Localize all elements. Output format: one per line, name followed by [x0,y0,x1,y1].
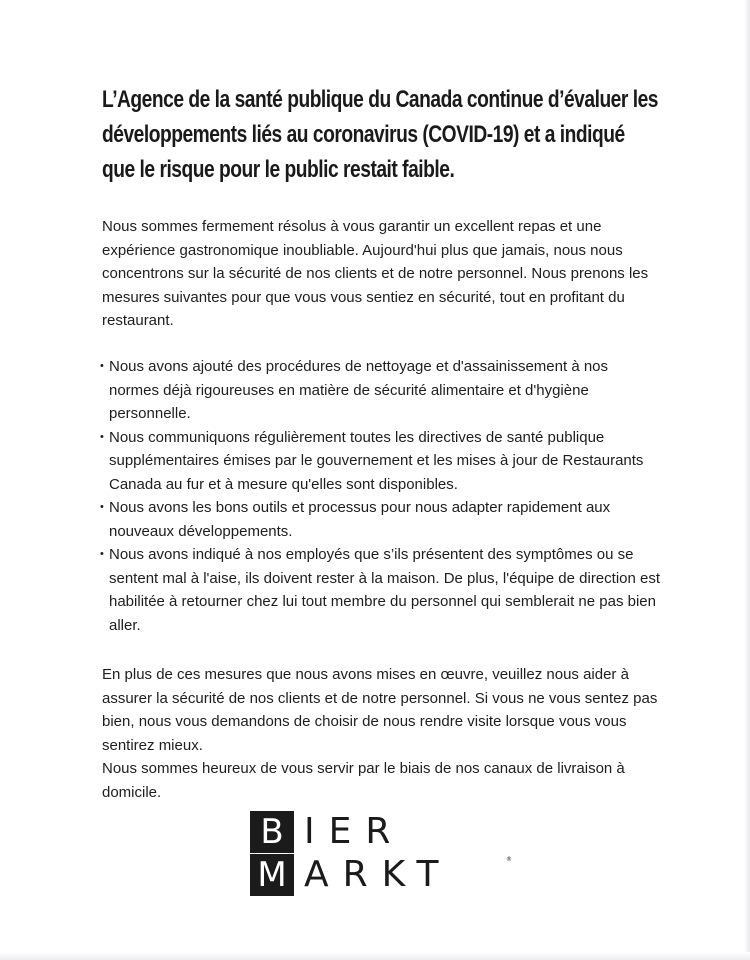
page-edge-right [744,0,750,960]
closing-block [102,663,662,804]
logo-row-2 [250,854,452,896]
list-item [102,543,662,637]
list-item [102,355,662,426]
closing-paragraph: En plus de ces mesures que nous avons mises en œuvre, veuillez nous aider à assurer la sécurité de nos clients et de notre personnel. Si vous ne vous sentez pas bien, nous vous demandons de choisir de nous rendre visite lorsque vous vous sentirez mieux. [102,666,658,754]
logo-initial-box: M [250,854,294,896]
list-item [102,496,662,543]
logo-word-2: ARKT [304,854,453,895]
delivery-line: Nous sommes heureux de vous servir par le biais de nos canaux de livraison à domicile. [102,760,625,801]
list-item-text: • Nous avons les bons outils et processus pour nous adapter rapidement aux nouveaux développements. [109,499,611,540]
logo-row-1 [250,811,404,853]
headline: L’Agence de la santé publique du Canada continue d’évaluer les développements liés au coronavirus (COVID-19) et a indiqué que le risque pour le public restait faible. [102,86,658,183]
measures-list [102,355,662,637]
list-item-text: • Nous avons indiqué à nos employés que s’ils présentent des symptômes ou se sentent mal à l'aise, ils doivent rester à la maison. De plus, l'équipe de direction est habilitée à retourner chez lui tout membre du personnel qui semblerait ne pas bien aller. [109,546,661,634]
page-edge-bottom [0,952,750,960]
logo-word-1: IER [304,811,405,852]
list-item-text: • Nous communiquons régulièrement toutes les directives de santé publique supplémentaires émises par le gouvernement et les mises à jour de Restaurants Canada au fur et à mesure qu'elles sont disponibles. [109,428,644,493]
biermarkt-logo [250,808,520,898]
list-item [102,426,662,497]
list-item-text: • Nous avons ajouté des procédures de nettoyage et d'assainissement à nos normes déjà rigoureuses en matière de sécurité alimentaire et d'hygiène personnelle. [109,358,609,422]
logo-initial-box: B [250,811,294,853]
intro-paragraph: Nous sommes fermement résolus à vous garantir un excellent repas et une expérience gastronomique inoubliable. Aujourd'hui plus que jamais, nous nous concentrons sur la sécurité de nos clients et de notre personnel. Nous prenons les mesures suivantes pour que vous vous sentiez en sécurité, tout en profitant du restaurant. [102,218,649,329]
registered-mark: ® [506,856,512,863]
